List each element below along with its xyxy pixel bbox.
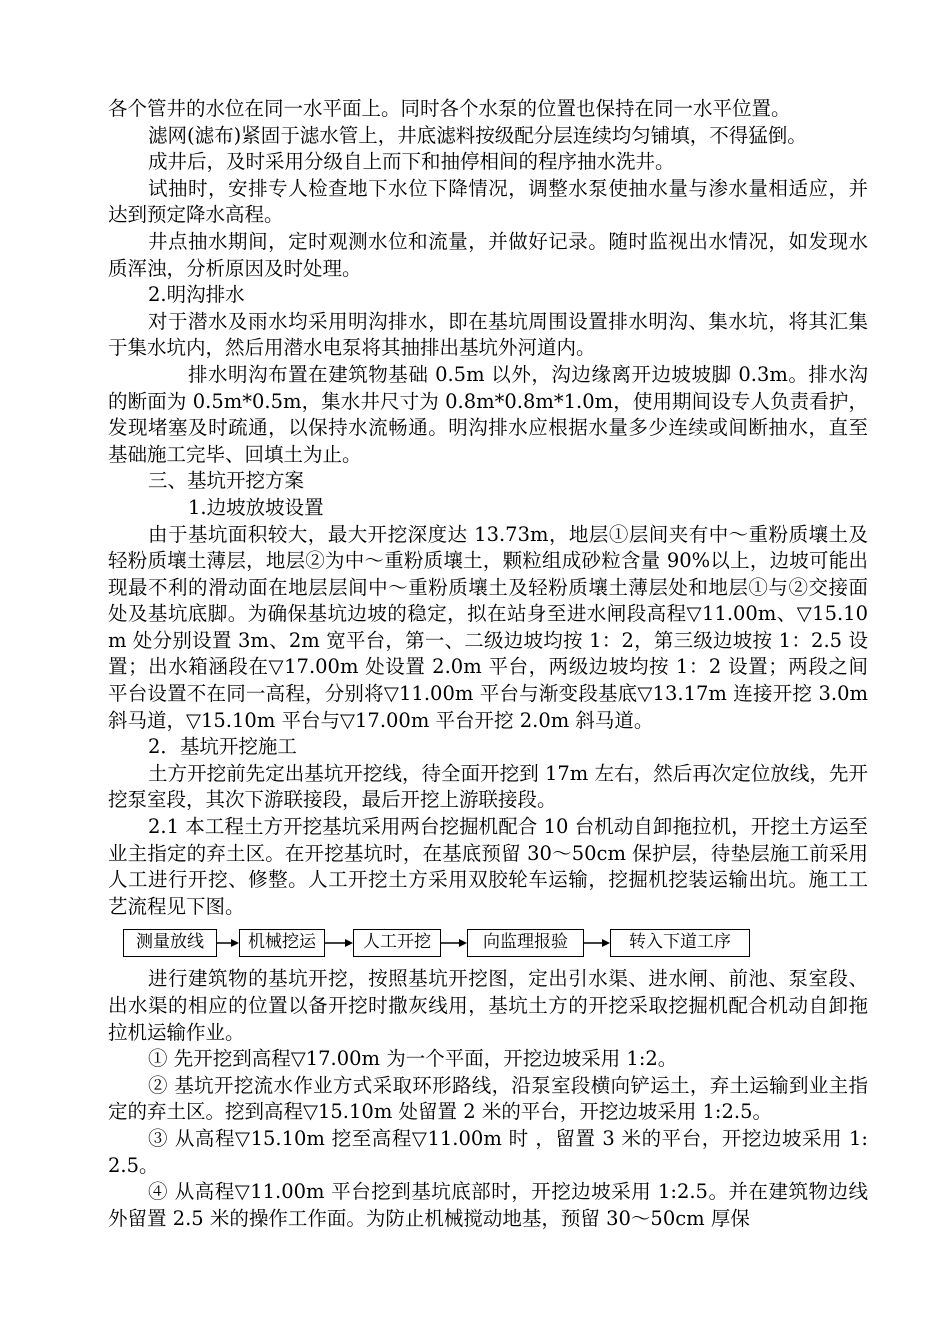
paragraph: 滤网(滤布)紧固于滤水管上，井底滤料按级配分层连续均匀铺填，不得猛倒。 <box>148 123 807 147</box>
flow-step: 转入下道工序 <box>610 929 750 957</box>
flow-step: 测量放线 <box>123 929 217 957</box>
arrow-right-icon <box>584 926 610 960</box>
paragraph: 试抽时，安排专人检查地下水位下降情况，调整水泵使抽水量与渗水量相适应，并达到预定降水高程。 <box>108 176 868 227</box>
section-heading: 1.边坡放坡设置 <box>188 495 324 519</box>
flow-step: 机械挖运 <box>239 929 325 957</box>
list-item: ④ 从高程▽11.00m 平台挖到基坑底部时，开挖边坡采用 1:2.5。并在建筑物边线外留置 2.5 米的操作工作面。为防止机械搅动地基，预留 30～50cm 厚保 <box>108 1180 868 1230</box>
arrow-right-icon <box>217 926 239 960</box>
list-item: ② 基坑开挖流水作业方式采取环形路线，沿泵室段横向铲运土，弃土运输到业主指定的弃土区。挖到高程▽15.10m 处留置 2 米的平台，开挖边坡采用 1:2.5。 <box>108 1073 868 1124</box>
flow-step: 向监理报验 <box>467 929 584 957</box>
paragraph: 井点抽水期间，定时观测水位和流量，并做好记录。随时监视出水情况，如发现水质浑浊，分析原因及时处理。 <box>108 229 868 280</box>
paragraph: 进行建筑物的基坑开挖，按照基坑开挖图，定出引水渠、进水闸、前池、泵室段、出水渠的相应的位置以备开挖时撒灰线用，基坑土方的开挖采取挖掘机配合机动自卸拖拉机运输作业。 <box>108 967 868 1044</box>
list-item: ① 先开挖到高程▽17.00m 为一个平面，开挖边坡采用 1:2。 <box>148 1047 678 1071</box>
paragraph: 由于基坑面积较大，最大开挖深度达 13.73m，地层①层间夹有中～重粉质壤土及轻粉质壤土薄层，地层②为中～重粉质壤土，颗粒组成砂粒含量 90%以上，边坡可能出现最不利的滑动面在地层层间中～重粉质壤土及轻粉质壤土薄层处和地层①与②交接面处及基坑底脚。为确保基坑边坡的稳定，拟在站身至进水闸段高程▽11.00m、▽15.10m 处分别设置 3m、2m 宽平台，第一、二级边坡均按 1：2，第三级边坡按 1：2.5 设置；出水箱涵段在▽17.00m 处设置 2.0m 平台，两级边坡均按 1：2 设置；两段之间平台设置不在同一高程，分别将▽11.00m 平台与渐变段基底▽13.17m 连接开挖 3.0m 斜马道，▽15.10m 平台与▽17.00m 平台开挖 2.0m 斜马道。 <box>108 522 868 732</box>
process-flowchart <box>108 926 868 962</box>
flow-step: 人工开挖 <box>353 929 441 957</box>
list-item: ③ 从高程▽15.10m 挖至高程▽11.00m 时 ，留置 3 米的平台，开挖边坡采用 1:2.5。 <box>108 1126 868 1177</box>
paragraphs-bottom <box>108 966 868 1232</box>
arrow-right-icon <box>441 926 467 960</box>
section-heading: 三、基坑开挖方案 <box>148 469 305 493</box>
paragraphs-top <box>108 96 868 920</box>
paragraph: 成井后，及时采用分级自上而下和抽停相间的程序抽水洗井。 <box>148 150 675 174</box>
paragraph: 对于潜水及雨水均采用明沟排水，即在基坑周围设置排水明沟、集水坑，将其汇集于集水坑内，然后用潜水电泵将其抽排出基坑外河道内。 <box>108 309 868 360</box>
document-page <box>108 96 868 1232</box>
paragraph: 排水明沟布置在建筑物基础 0.5m 以外，沟边缘离开边坡坡脚 0.3m。排水沟的断面为 0.5m*0.5m，集水井尺寸为 0.8m*0.8m*1.0m，使用期间设专人负责看护，发现堵塞及时疏通，以保持水流畅通。明沟排水应根据水量多少连续或间断抽水，直至基础施工完毕、回填土为止。 <box>108 362 868 466</box>
arrow-right-icon <box>325 926 353 960</box>
section-heading: 2．基坑开挖施工 <box>148 735 297 759</box>
section-heading: 2.明沟排水 <box>148 283 245 307</box>
paragraph: 2.1 本工程土方开挖基坑采用两台挖掘机配合 10 台机动自卸拖拉机，开挖土方运至业主指定的弃土区。在开挖基坑时，在基底预留 30～50cm 保护层，待垫层施工前采用人工进行开挖、修整。人工开挖土方采用双胶轮车运输，挖掘机挖装运输出坑。施工工艺流程见下图。 <box>108 815 868 918</box>
paragraph: 各个管井的水位在同一水平面上。同时各个水泵的位置也保持在同一水平位置。 <box>108 97 791 120</box>
paragraph: 土方开挖前先定出基坑开挖线，待全面开挖到 17m 左右，然后再次定位放线，先开挖泵室段，其次下游联接段，最后开挖上游联接段。 <box>108 761 868 812</box>
